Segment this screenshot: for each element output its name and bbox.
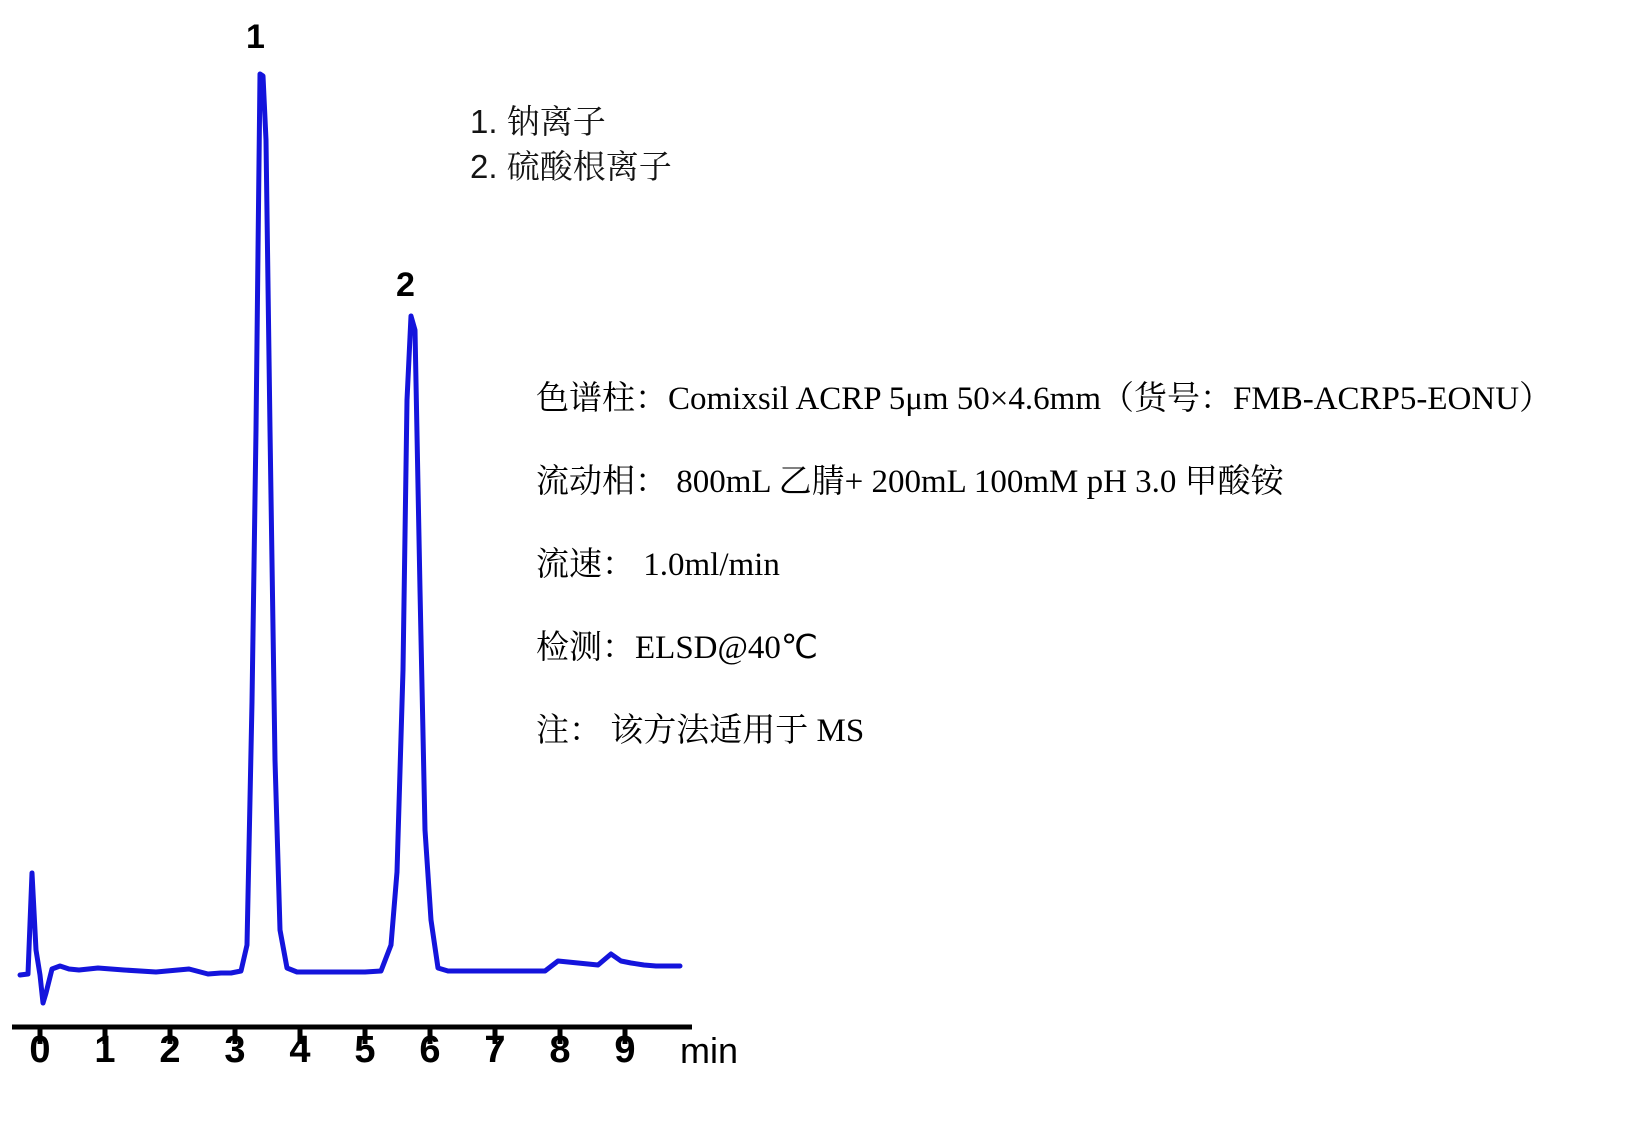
- method-mobile-phase: 流动相： 800mL 乙腈+ 200mL 100mM pH 3.0 甲酸铵: [536, 464, 1284, 500]
- peak-label-1: 1: [246, 18, 265, 56]
- x-tick-2: 2: [159, 1029, 181, 1071]
- x-axis-unit-label: min: [680, 1030, 739, 1071]
- x-axis-tick-labels: [0, 1031, 780, 1091]
- x-tick-4: 4: [289, 1029, 311, 1071]
- x-tick-8: 8: [549, 1029, 571, 1071]
- x-tick-7: 7: [484, 1029, 506, 1071]
- method-column: 色谱柱：Comixsil ACRP 5μm 50×4.6mm（货号：FMB-ACRP5-EONU）: [536, 381, 1553, 417]
- x-tick-6: 6: [419, 1029, 441, 1071]
- legend-item-1: 1. 钠离子: [470, 103, 606, 140]
- x-tick-5: 5: [354, 1029, 376, 1071]
- x-tick-3: 3: [224, 1029, 246, 1071]
- method-note: 注： 该方法适用于 MS: [536, 713, 865, 749]
- method-detection: 检测：ELSD@40℃: [536, 630, 818, 666]
- legend-item-2: 2. 硫酸根离子: [470, 147, 672, 185]
- x-tick-0: 0: [29, 1029, 51, 1071]
- peak-legend: [470, 100, 672, 189]
- x-tick-1: 1: [94, 1029, 116, 1071]
- x-tick-9: 9: [614, 1029, 636, 1071]
- method-parameters: [536, 372, 1596, 751]
- peak-label-2: 2: [396, 266, 415, 304]
- method-flow-rate: 流速： 1.0ml/min: [536, 547, 780, 583]
